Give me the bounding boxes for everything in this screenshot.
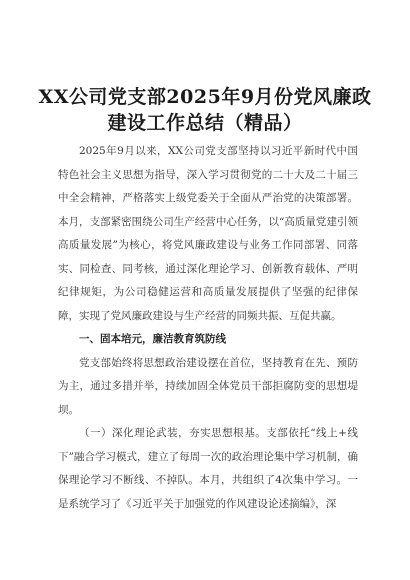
- document-title-line-2: 建设工作总结（精品）: [107, 112, 303, 134]
- intro-paragraph: 2025年9月以来，XX公司党支部坚持以习近平新时代中国特色社会主义思想为指导，深入学习贯彻党的二十大及二十届三中全会精神，严格落实上级党委关于全面从严治党的决策部署。本月，支部紧密围绕公司生产经营中心任务，以“高质量党建引领高质量发展”为核心，将党风廉政建设与业务工作同部署、同落实、同检查、同考核，通过深化理论学习、创新教育载体、严明纪律规矩，为公司稳健运营和高质量发展提供了坚强的纪律保障，实现了党风廉政建设与生产经营的同频共振、互促共赢。: [58, 145, 358, 322]
- subsection-1-paragraph: （一）深化理论武装，夯实思想根基。支部依托“线上+线下”融合学习模式，建立了每周一次的政治理论集中学习机制，确保理论学习不断线、不掉队。本月，共组织了4次集中学习。一是系统学习了《习近平关于加强党的作风建设论述摘编》，深: [58, 427, 358, 510]
- document-body: [58, 140, 358, 516]
- section-heading-1: 一、固本培元，廉洁教育筑防线: [79, 333, 226, 345]
- section-1-paragraph: 党支部始终将思想政治建设摆在首位，坚持教育在先、预防为主，通过多措并举，持续加固全体党员干部拒腐防变的思想堤坝。: [58, 356, 358, 416]
- document-title-line-1: XX公司党支部2025年9月份党风廉政: [38, 86, 372, 108]
